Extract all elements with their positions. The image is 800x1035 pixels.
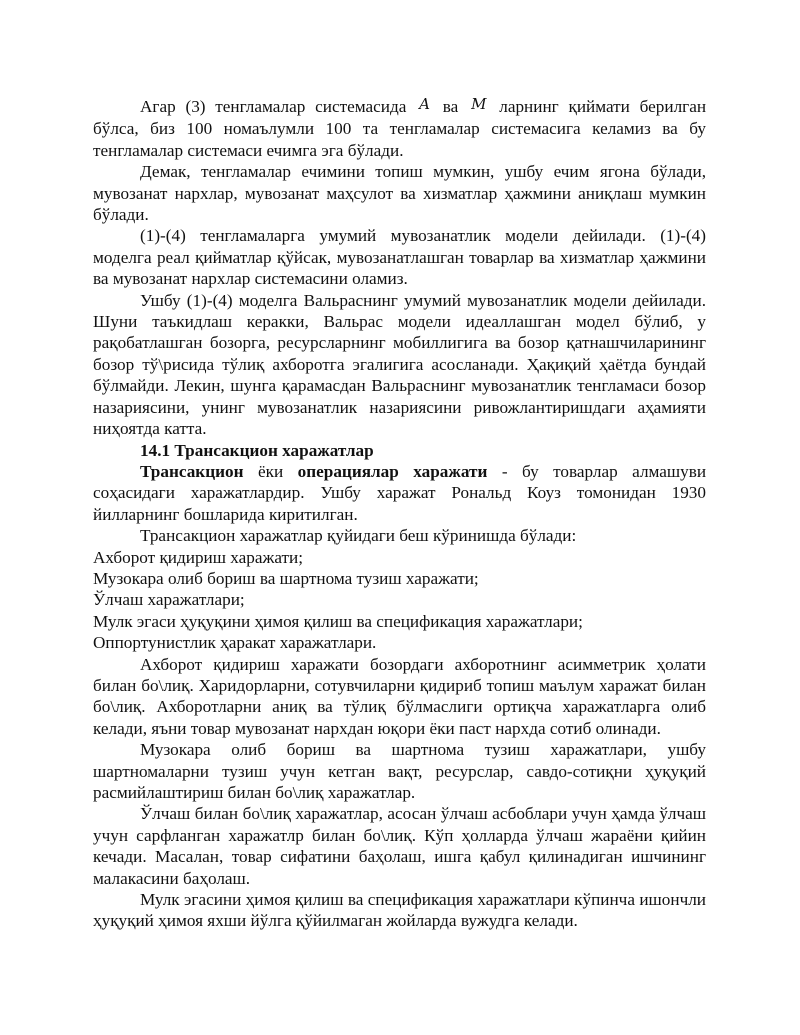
paragraph-info-cost: Ахборот қидириш харажати бозордаги ахборотнинг асимметрик ҳолати билан бо\лиқ. Харидорларни, сотувчиларни қидириб топиш маълум харажат билан бо\лиқ. Ахборотларни аниқ ва тўлиқ бўлмаслиги ортиқча харажатларга олиб келади, яъни товар мувозанат нархдан юқори ёки паст нархда сотиб олинади. bbox=[93, 654, 706, 738]
section-heading: 14.1 Трансакцион харажатлар bbox=[140, 440, 374, 460]
document-page bbox=[93, 96, 706, 932]
variable-a: A bbox=[419, 95, 430, 113]
list-item: Мулк эгаси ҳуқуқини ҳимоя қилиш ва спецификация харажатлари; bbox=[93, 611, 583, 631]
paragraph-system-solution bbox=[93, 96, 706, 161]
paragraph-general-model: (1)-(4) тенгламаларга умумий мувозанатлик модели дейилади. (1)-(4) моделга реал қийматлар қўйсак, мувозанатлашган товарлар ва хизматлар ҳажмини ва мувозанат нархлар системасини оламиз. bbox=[93, 226, 706, 289]
term-transaction: Трансакцион bbox=[140, 461, 244, 481]
paragraph-negotiation-cost: Музокара олиб бориш ва шартнома тузиш харажатлари, ушбу шартномаларни тузиш учун кетган вақт, ресурслар, савдо-сотиқни ҳуқуқий расмийлаштириш билан бо\лиқ харажатлар. bbox=[93, 740, 706, 802]
list-item: Ўлчаш харажатлари; bbox=[93, 590, 245, 610]
paragraph-text: Агар (3) тенгламалар системасида bbox=[140, 97, 407, 116]
paragraph-text: ёки bbox=[257, 461, 284, 481]
list-item: Оппортунистлик ҳаракат харажатлари. bbox=[93, 633, 377, 653]
list-item: Ахборот қидириш харажати; bbox=[93, 547, 304, 567]
variable-m: M bbox=[471, 95, 487, 113]
paragraph-text: - бу товарлар алмашуви соҳасидаги харажатлардир. Ушбу харажат Рональд Коуз томонидан 1930 йилларнинг бошларида киритилган. bbox=[93, 461, 707, 524]
paragraph-equilibrium: Демак, тенгламалар ечимини топиш мумкин, ушбу ечим ягона бўлади, мувозанат нархлар, мувозанат маҳсулот ва хизматлар ҳажмини аниқлаш мумкин бўлади. bbox=[93, 162, 706, 225]
term-operations-cost: операциялар харажати bbox=[297, 461, 488, 481]
paragraph-text: ва bbox=[442, 97, 459, 116]
paragraph-definition bbox=[93, 461, 706, 525]
list-item: Музокара олиб бориш ва шартнома тузиш харажати; bbox=[93, 568, 479, 588]
paragraph-property-cost: Мулк эгасини ҳимоя қилиш ва спецификация харажатлари кўпинча ишончли ҳуқуқий ҳимоя яхши йўлга қўйилмаган жойларда вужудга келади. bbox=[93, 890, 706, 931]
paragraph-types-intro: Трансакцион харажатлар қуйидаги беш кўринишда бўлади: bbox=[140, 526, 577, 546]
paragraph-measurement-cost: Ўлчаш билан бо\лиқ харажатлар, асосан ўлчаш асбоблари учун ҳамда ўлчаш учун сарфланган харажатлр билан бо\лиқ. Кўп ҳолларда ўлчаш жараёни қийин кечади. Масалан, товар сифатини баҳолаш, ишга қабул қилинадиган ишчининг малакасини баҳолаш. bbox=[93, 804, 706, 888]
paragraph-walras-model: Ушбу (1)-(4) моделга Вальраснинг умумий мувозанатлик модели дейилади. Шуни таъкидлаш керакки, Вальрас модели идеаллашган модел бўлиб, у рақобатлашган бозорга, ресурсларнинг мобиллигига ва бозор қатнашчиларининг бозор тў\рисида тўлиқ ахборотга эгалигига асосланади. Ҳақиқий ҳаётда бундай бўлмайди. Лекин, шунга қарамасдан Вальраснинг мувозанатлик тенгламаси бозор назариясини, унинг мувозанатлик назариясини ривожлантиришдаги аҳамияти ниҳоятда катта. bbox=[93, 290, 706, 439]
paragraph-text: ларнинг қиймати берилган бўлса, биз 100 номаълумли 100 та тенгламалар системасига келамиз ва бу тенгламалар системаси ечимга эга бўлади. bbox=[93, 97, 707, 160]
